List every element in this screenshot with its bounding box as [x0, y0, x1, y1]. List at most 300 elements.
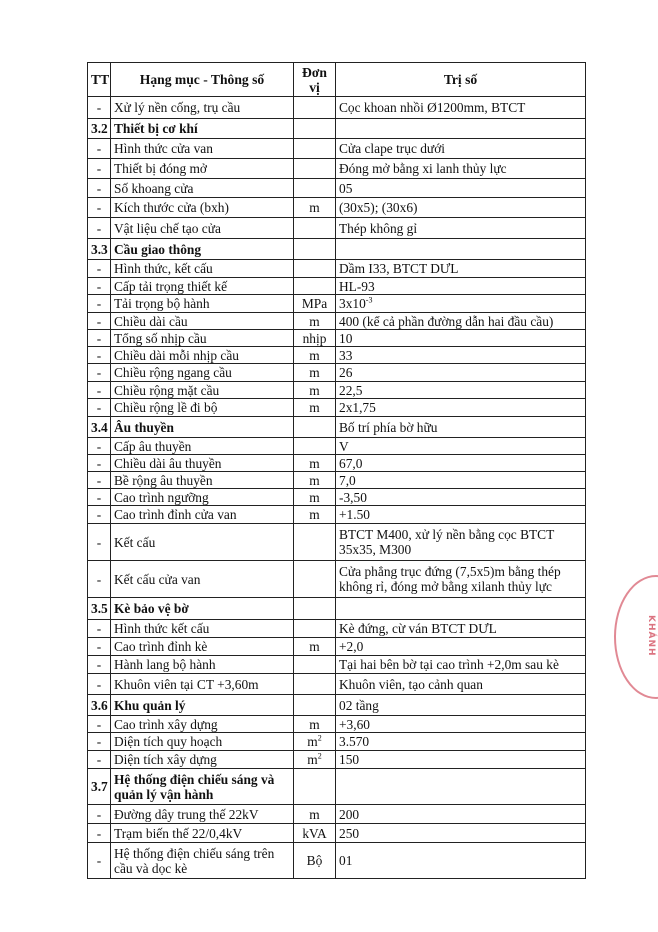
- row-item-name: [111, 843, 294, 879]
- row-unit-text: m: [309, 806, 320, 822]
- table-row: [88, 733, 586, 751]
- row-item-name-text: Hành lang bộ hành: [114, 657, 216, 672]
- row-unit: [294, 295, 336, 313]
- row-item-name: [111, 695, 294, 716]
- row-value: [336, 524, 586, 561]
- row-unit-text: m: [309, 365, 320, 380]
- row-value: [336, 218, 586, 239]
- table-body: [88, 97, 586, 879]
- row-value-text: 33: [339, 347, 353, 363]
- row-unit: [294, 769, 336, 805]
- row-unit: [294, 674, 336, 695]
- row-item-name: [111, 239, 294, 260]
- row-tt: [88, 260, 111, 278]
- row-value-text: 2x1,75: [339, 400, 376, 415]
- row-value-text: 150: [339, 752, 360, 767]
- section-row: [88, 239, 586, 260]
- row-value-text: Cọc khoan nhồi Ø1200mm, BTCT: [339, 100, 526, 115]
- row-item-name: [111, 119, 294, 139]
- row-unit-text: m: [309, 400, 320, 415]
- table-row: [88, 620, 586, 638]
- row-tt: [88, 751, 111, 769]
- row-unit: [294, 198, 336, 218]
- header-tt: TT: [88, 63, 111, 97]
- row-item-name-text: Hình thức cửa van: [114, 141, 213, 156]
- section-row: [88, 695, 586, 716]
- row-value-text: 250: [339, 825, 360, 841]
- row-unit-text: m: [307, 734, 318, 749]
- row-unit: [294, 139, 336, 159]
- row-unit: [294, 716, 336, 733]
- row-item-name: [111, 733, 294, 751]
- row-value: [336, 598, 586, 620]
- row-unit-text: m: [309, 507, 320, 522]
- row-item-name-text: Hệ thống điện chiếu sáng và quản lý vận hành: [114, 771, 275, 802]
- row-item-name: [111, 506, 294, 524]
- row-item-name: [111, 455, 294, 472]
- table-row: [88, 159, 586, 179]
- row-item-name: [111, 313, 294, 330]
- header-item: Hạng mục - Thông số: [111, 63, 294, 97]
- row-unit: [294, 843, 336, 879]
- row-item-name: [111, 489, 294, 506]
- row-tt-text: -: [96, 534, 102, 550]
- row-value-text: 200: [339, 806, 360, 822]
- row-unit: [294, 399, 336, 417]
- table-row: [88, 455, 586, 472]
- row-value: [336, 506, 586, 524]
- row-unit-text: m: [309, 313, 320, 329]
- table-row: [88, 805, 586, 824]
- row-tt-text: -: [96, 365, 102, 380]
- row-unit-text: m: [309, 639, 320, 654]
- row-value-text: Dầm I33, BTCT DƯL: [339, 261, 459, 276]
- row-value: [336, 656, 586, 674]
- row-tt: [88, 656, 111, 674]
- row-tt: [88, 364, 111, 382]
- row-item-name-text: Vật liệu chế tạo cửa: [114, 220, 221, 236]
- row-item-name-text: Kết cấu: [114, 534, 156, 550]
- row-tt: [88, 674, 111, 695]
- row-tt-text: -: [96, 141, 102, 156]
- row-value-text: 3x10: [339, 296, 366, 311]
- row-value-text: 400 (kể cả phần đường dẫn hai đầu cầu): [339, 313, 554, 329]
- row-value: [336, 716, 586, 733]
- row-item-name-text: Kết cấu cửa van: [114, 571, 201, 587]
- row-unit: [294, 330, 336, 347]
- row-unit: [294, 382, 336, 399]
- row-item-name-text: Trạm biến thế 22/0,4kV: [114, 825, 243, 841]
- row-tt: [88, 506, 111, 524]
- row-item-name-text: Số khoang cửa: [114, 180, 194, 196]
- row-unit-text: m: [309, 716, 320, 732]
- row-item-name-text: Diện tích xây dựng: [114, 752, 217, 767]
- row-item-name-text: Âu thuyền: [114, 419, 174, 435]
- row-item-name-text: Hình thức, kết cấu: [114, 261, 213, 276]
- row-tt-text: -: [96, 438, 102, 454]
- row-tt: [88, 638, 111, 656]
- row-tt-text: -: [96, 571, 102, 587]
- row-item-name: [111, 674, 294, 695]
- row-value-text: Kè đứng, cừ ván BTCT DƯL: [339, 621, 497, 636]
- row-item-name: [111, 598, 294, 620]
- row-tt-text: -: [96, 100, 102, 115]
- row-value: [336, 638, 586, 656]
- row-value-text: V: [339, 438, 349, 454]
- row-item-name-text: Cao trình đỉnh kè: [114, 639, 208, 654]
- row-item-name: [111, 620, 294, 638]
- row-value: [336, 347, 586, 364]
- row-item-name: [111, 382, 294, 399]
- row-unit-text: kVA: [302, 825, 327, 841]
- row-unit-text: m: [309, 347, 320, 363]
- row-item-name-text: Cầu giao thông: [114, 241, 202, 257]
- row-unit: [294, 598, 336, 620]
- row-item-name-text: Thiết bị cơ khí: [114, 121, 198, 136]
- row-value: [336, 179, 586, 198]
- row-item-name-text: Bề rộng âu thuyền: [114, 472, 213, 488]
- row-item-name-text: Tổng số nhịp cầu: [114, 330, 207, 346]
- row-item-name-text: Kè bảo vệ bờ: [114, 601, 189, 616]
- row-value-text: 01: [339, 853, 353, 868]
- row-value: [336, 364, 586, 382]
- row-tt-text: 3.5: [91, 601, 108, 616]
- row-item-name: [111, 656, 294, 674]
- row-item-name: [111, 716, 294, 733]
- row-item-name: [111, 824, 294, 843]
- row-tt: [88, 489, 111, 506]
- row-item-name-text: Chiều dài cầu: [114, 313, 188, 329]
- table-row: [88, 399, 586, 417]
- table-row: [88, 97, 586, 119]
- table-row: [88, 330, 586, 347]
- row-unit: [294, 97, 336, 119]
- row-item-name-text: Thiết bị đóng mở: [114, 161, 207, 176]
- row-tt-text: 3.4: [91, 419, 108, 435]
- table-row: [88, 313, 586, 330]
- row-value: [336, 139, 586, 159]
- row-item-name: [111, 472, 294, 489]
- row-item-name: [111, 399, 294, 417]
- row-tt-text: -: [96, 472, 102, 488]
- row-item-name: [111, 139, 294, 159]
- row-value-text: -3,50: [339, 489, 367, 505]
- row-value: [336, 751, 586, 769]
- row-tt-text: -: [96, 676, 102, 692]
- table-row: [88, 382, 586, 399]
- row-unit-superscript: 2: [317, 733, 322, 743]
- header-value: Trị số: [336, 63, 586, 97]
- table-row: [88, 674, 586, 695]
- row-unit-superscript: 2: [317, 751, 322, 761]
- row-value: [336, 843, 586, 879]
- row-value: [336, 620, 586, 638]
- row-tt-text: -: [96, 200, 102, 215]
- row-value-text: Cửa clape trục dưới: [339, 141, 445, 156]
- row-item-name: [111, 159, 294, 179]
- row-unit: [294, 347, 336, 364]
- row-item-name-text: Cao trình ngưỡng: [114, 489, 209, 505]
- row-tt-text: 3.3: [91, 241, 108, 257]
- row-item-name-text: Cao trình đỉnh cửa van: [114, 507, 237, 522]
- row-value-text: BTCT M400, xử lý nền bằng cọc BTCT 35x35, M300: [339, 527, 555, 557]
- row-tt: [88, 733, 111, 751]
- row-tt: [88, 139, 111, 159]
- row-tt: [88, 824, 111, 843]
- row-unit: [294, 620, 336, 638]
- row-tt-text: -: [96, 734, 102, 749]
- row-item-name: [111, 805, 294, 824]
- row-tt: [88, 716, 111, 733]
- row-tt-text: -: [96, 716, 102, 732]
- row-value-text: 67,0: [339, 455, 363, 471]
- row-unit-text: m: [309, 472, 320, 488]
- row-tt: [88, 159, 111, 179]
- row-value-text: 26: [339, 365, 353, 380]
- row-tt-text: -: [96, 261, 102, 276]
- row-tt: [88, 399, 111, 417]
- row-item-name: [111, 347, 294, 364]
- row-value-superscript: -3: [365, 295, 373, 305]
- row-tt: [88, 239, 111, 260]
- row-unit: [294, 438, 336, 455]
- row-tt: [88, 295, 111, 313]
- row-unit: [294, 364, 336, 382]
- row-unit-text: m: [309, 489, 320, 505]
- row-value: [336, 295, 586, 313]
- row-value-text: 02 tầng: [339, 697, 379, 713]
- row-unit-text: Bộ: [306, 853, 323, 868]
- table-row: [88, 506, 586, 524]
- section-row: [88, 598, 586, 620]
- table-row: [88, 751, 586, 769]
- row-value-text: +1.50: [339, 507, 370, 522]
- row-value-text: Tại hai bên bờ tại cao trình +2,0m sau kè: [339, 657, 559, 672]
- row-value-text: (30x5); (30x6): [339, 200, 418, 215]
- row-value: [336, 198, 586, 218]
- row-value: [336, 455, 586, 472]
- row-item-name-text: Xử lý nền cống, trụ cầu: [114, 100, 241, 115]
- row-value: [336, 119, 586, 139]
- table-row: [88, 295, 586, 313]
- row-item-name-text: Cao trình xây dựng: [114, 716, 218, 732]
- row-tt-text: -: [96, 180, 102, 196]
- row-tt: [88, 455, 111, 472]
- row-tt: [88, 417, 111, 438]
- row-item-name-text: Hình thức kết cấu: [114, 621, 210, 636]
- row-value: [336, 472, 586, 489]
- row-tt: [88, 561, 111, 598]
- row-item-name: [111, 179, 294, 198]
- row-tt: [88, 843, 111, 879]
- table-header-row: [88, 63, 586, 97]
- row-unit: [294, 656, 336, 674]
- row-unit: [294, 313, 336, 330]
- table-row: [88, 364, 586, 382]
- row-unit: [294, 239, 336, 260]
- row-item-name: [111, 751, 294, 769]
- row-unit: [294, 119, 336, 139]
- row-value: [336, 313, 586, 330]
- row-tt-text: -: [96, 806, 102, 822]
- row-value: [336, 330, 586, 347]
- row-unit-text: MPa: [301, 296, 328, 311]
- row-tt-text: 3.6: [91, 697, 108, 713]
- row-item-name: [111, 330, 294, 347]
- row-value: [336, 417, 586, 438]
- table-row: [88, 347, 586, 364]
- row-tt-text: -: [96, 382, 102, 398]
- row-tt: [88, 179, 111, 198]
- row-item-name: [111, 561, 294, 598]
- row-unit: [294, 218, 336, 239]
- section-row: [88, 417, 586, 438]
- row-tt-text: -: [96, 455, 102, 471]
- row-unit: [294, 561, 336, 598]
- row-tt: [88, 278, 111, 295]
- row-unit: [294, 638, 336, 656]
- row-tt-text: -: [96, 489, 102, 505]
- table-row: [88, 561, 586, 598]
- row-tt-text: -: [96, 313, 102, 329]
- row-item-name: [111, 198, 294, 218]
- row-item-name-text: Cấp tải trọng thiết kế: [114, 278, 228, 294]
- row-tt: [88, 382, 111, 399]
- row-unit: [294, 751, 336, 769]
- table-row: [88, 179, 586, 198]
- row-item-name: [111, 417, 294, 438]
- section-row: [88, 769, 586, 805]
- row-value-text: Khuôn viên, tạo cảnh quan: [339, 676, 483, 692]
- table-row: [88, 656, 586, 674]
- row-item-name-text: Chiều rộng mặt cầu: [114, 382, 220, 398]
- row-tt-text: -: [96, 621, 102, 636]
- row-item-name-text: Đường dây trung thế 22kV: [114, 806, 259, 822]
- table-row: [88, 260, 586, 278]
- row-item-name: [111, 218, 294, 239]
- row-value: [336, 824, 586, 843]
- row-tt: [88, 330, 111, 347]
- row-tt-text: -: [96, 347, 102, 363]
- row-unit: [294, 417, 336, 438]
- row-tt: [88, 598, 111, 620]
- row-tt-text: -: [96, 161, 102, 176]
- row-value: [336, 489, 586, 506]
- row-item-name: [111, 438, 294, 455]
- row-value: [336, 769, 586, 805]
- row-value: [336, 278, 586, 295]
- row-value-text: +3,60: [339, 716, 370, 732]
- row-item-name-text: Khu quản lý: [114, 697, 186, 713]
- table-row: [88, 489, 586, 506]
- table-row: [88, 278, 586, 295]
- row-tt-text: -: [96, 220, 102, 236]
- row-item-name: [111, 524, 294, 561]
- row-unit: [294, 506, 336, 524]
- row-unit: [294, 278, 336, 295]
- row-tt-text: -: [96, 330, 102, 346]
- row-value: [336, 159, 586, 179]
- row-value-text: Thép không gỉ: [339, 220, 418, 236]
- row-item-name: [111, 97, 294, 119]
- row-value: [336, 438, 586, 455]
- row-unit: [294, 733, 336, 751]
- row-value-text: Đóng mở bằng xi lanh thủy lực: [339, 161, 507, 176]
- row-value-text: 22,5: [339, 382, 363, 398]
- row-tt: [88, 347, 111, 364]
- row-unit: [294, 472, 336, 489]
- row-tt-text: -: [96, 853, 102, 868]
- row-tt: [88, 695, 111, 716]
- table-row: [88, 716, 586, 733]
- row-item-name-text: Kích thước cửa (bxh): [114, 200, 229, 215]
- row-value: [336, 733, 586, 751]
- table-row: [88, 438, 586, 455]
- row-tt: [88, 769, 111, 805]
- row-tt-text: -: [96, 752, 102, 767]
- row-tt: [88, 438, 111, 455]
- row-unit-text: nhịp: [302, 330, 327, 346]
- row-value-text: 3.570: [339, 734, 370, 749]
- table-row: [88, 218, 586, 239]
- row-value: [336, 260, 586, 278]
- row-tt-text: -: [96, 278, 102, 294]
- table-row: [88, 824, 586, 843]
- row-tt-text: -: [96, 507, 102, 522]
- row-item-name-text: Chiều rộng lề đi bộ: [114, 400, 218, 415]
- row-value-text: HL-93: [339, 278, 375, 294]
- row-unit-text: m: [309, 382, 320, 398]
- row-item-name: [111, 364, 294, 382]
- row-value: [336, 561, 586, 598]
- row-item-name: [111, 260, 294, 278]
- row-value: [336, 399, 586, 417]
- row-unit: [294, 524, 336, 561]
- row-unit-text: m: [307, 752, 318, 767]
- row-item-name-text: Cấp âu thuyền: [114, 438, 192, 454]
- row-item-name-text: Chiều dài âu thuyền: [114, 455, 222, 471]
- row-value-text: +2,0: [339, 639, 364, 654]
- row-item-name-text: Khuôn viên tại CT +3,60m: [114, 676, 259, 692]
- row-unit-text: m: [309, 200, 320, 215]
- row-unit: [294, 824, 336, 843]
- row-unit: [294, 489, 336, 506]
- row-unit: [294, 159, 336, 179]
- row-tt-text: -: [96, 657, 102, 672]
- row-tt-text: -: [96, 296, 102, 311]
- row-value: [336, 97, 586, 119]
- row-unit: [294, 695, 336, 716]
- row-item-name: [111, 295, 294, 313]
- section-row: [88, 119, 586, 139]
- row-tt: [88, 119, 111, 139]
- row-value: [336, 674, 586, 695]
- row-tt-text: -: [96, 825, 102, 841]
- row-tt: [88, 313, 111, 330]
- table-row: [88, 198, 586, 218]
- row-value: [336, 239, 586, 260]
- row-value-text: Bố trí phía bờ hữu: [339, 419, 438, 435]
- table-row: [88, 139, 586, 159]
- row-item-name: [111, 638, 294, 656]
- row-tt-text: -: [96, 400, 102, 415]
- stamp-lettering: KHÁNH: [646, 615, 656, 657]
- row-unit: [294, 179, 336, 198]
- row-item-name-text: Chiều rộng ngang cầu: [114, 365, 232, 380]
- row-tt: [88, 198, 111, 218]
- table-row: [88, 638, 586, 656]
- row-tt: [88, 524, 111, 561]
